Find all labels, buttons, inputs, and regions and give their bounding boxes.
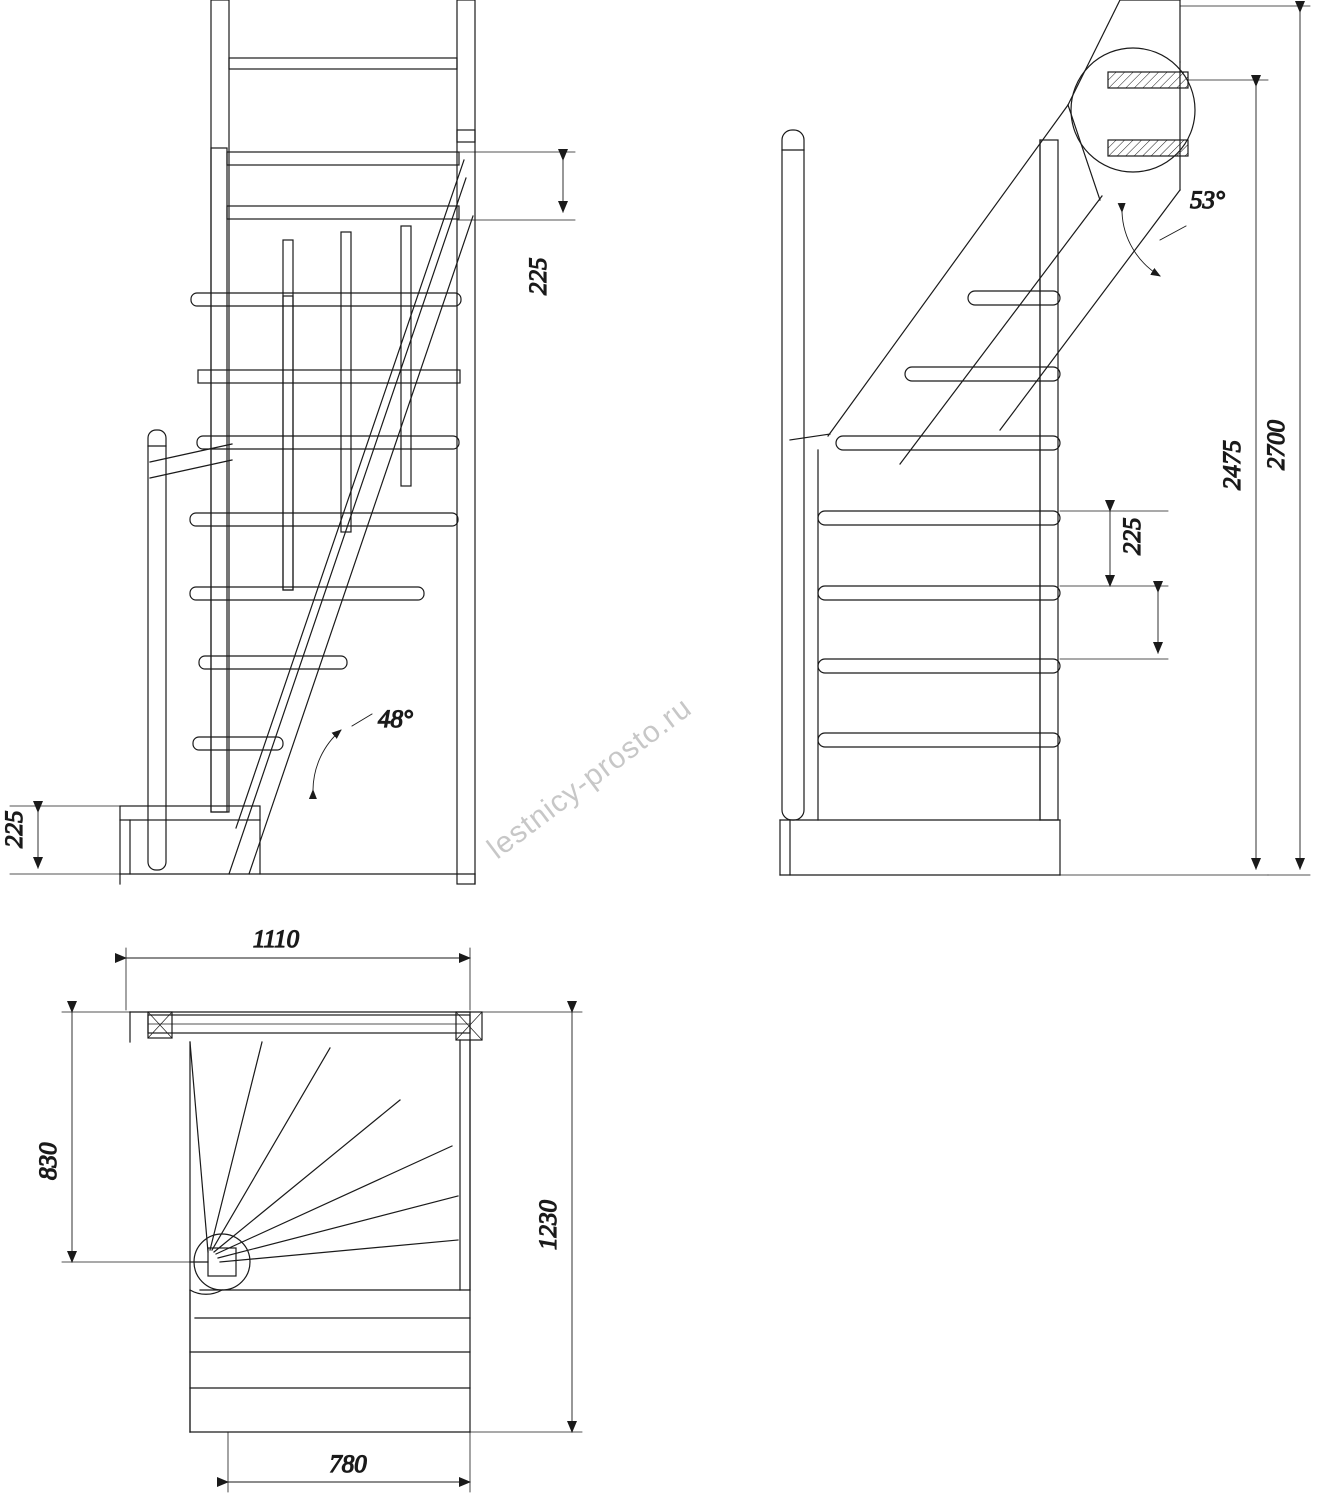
dim-label-front-riser: 225 (525, 257, 552, 295)
dim-label-plan-780: 780 (329, 1451, 367, 1478)
dimension-plan-830 (62, 1012, 208, 1262)
front-elevation-view (1, 0, 575, 884)
dim-label-plan-1230: 1230 (535, 1200, 562, 1250)
angle-label-front: 48° (378, 706, 413, 733)
dim-label-plan-830: 830 (35, 1142, 62, 1180)
dimension-side-riser-2 (1060, 592, 1168, 659)
dim-label-front-bottom-riser: 225 (1, 810, 28, 848)
dim-label-plan-1110: 1110 (252, 926, 300, 953)
plan-view (35, 926, 582, 1492)
dimension-plan-1110 (126, 948, 470, 1010)
dim-label-side-riser: 225 (1119, 517, 1146, 555)
side-elevation-view (780, 0, 1310, 875)
watermark-text: lestnicy-prosto.ru (481, 690, 699, 866)
dimension-plan-1230 (470, 1012, 582, 1432)
angle-side (1122, 212, 1186, 276)
dim-label-side-2475: 2475 (1219, 440, 1246, 490)
dimension-side-riser (1060, 511, 1168, 586)
angle-front (313, 714, 372, 790)
dim-label-side-2700: 2700 (1263, 420, 1290, 470)
angle-label-side: 53° (1190, 187, 1225, 214)
